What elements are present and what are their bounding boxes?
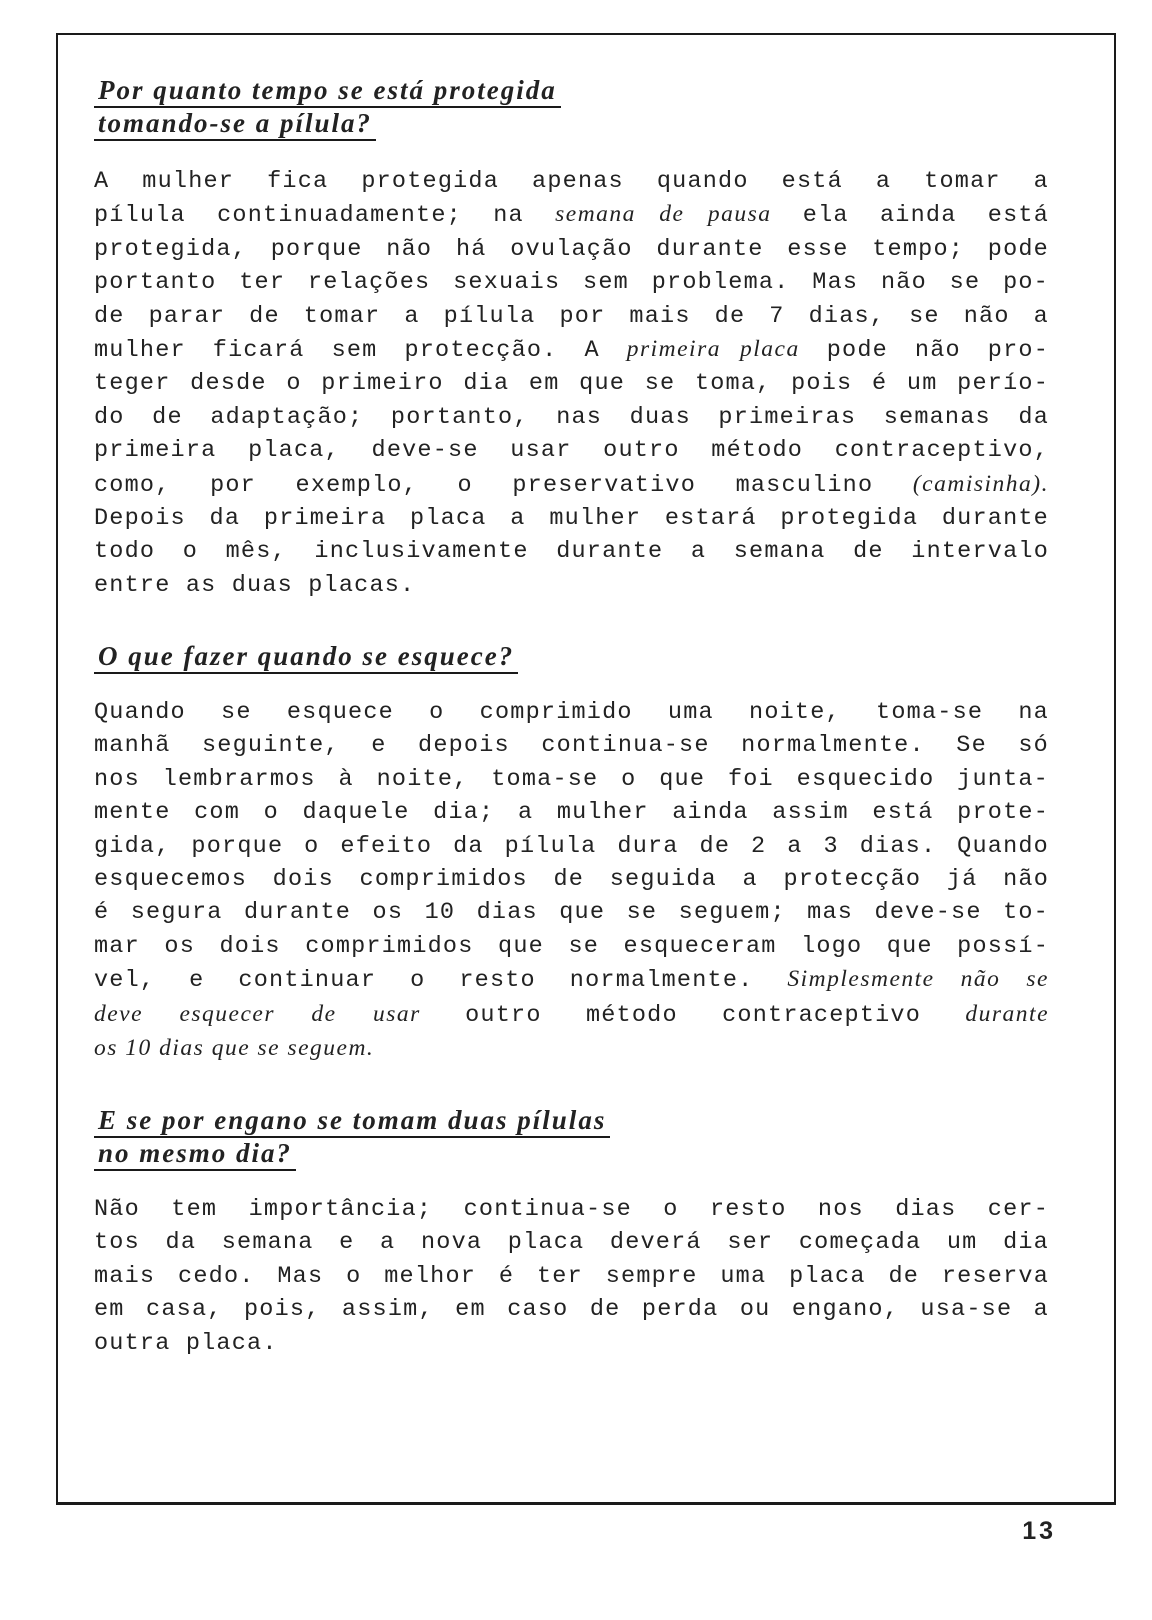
text-line	[94, 333, 1049, 367]
text-run: Não tem importância; continua-se o resto nos dias cer-	[94, 1196, 1049, 1223]
text-run: mente com o daquele dia; a mulher ainda assim está prote-	[94, 799, 1049, 827]
section-paragraph	[94, 1193, 1094, 1360]
text-line	[94, 1032, 1049, 1066]
text-run: nos lembrarmos à noite, toma-se o que foi esquecido junta-	[94, 765, 1049, 793]
text-run: portanto ter relações sexuais sem problema. Mas não se po-	[94, 269, 1049, 297]
text-line	[94, 1260, 1049, 1293]
section-heading	[94, 641, 1094, 674]
text-line	[94, 1327, 1049, 1360]
italic-text-run: durante	[965, 1000, 1049, 1027]
italic-text-run: os 10 dias que se seguem.	[94, 1035, 375, 1062]
heading-line: Por quanto tempo se está protegida	[94, 75, 561, 108]
text-run: mar os dois comprimidos que se esqueceram logo que possí-	[94, 932, 1049, 960]
text-run: manhã seguinte, e depois continua-se normalmente. Se só	[94, 732, 1049, 760]
heading-line: O que fazer quando se esquece?	[94, 641, 518, 674]
section-heading	[94, 1105, 1094, 1171]
text-run: entre as duas placas.	[94, 571, 416, 599]
text-run: esquecemos dois comprimidos de seguida a protecção já não	[94, 866, 1049, 894]
text-line	[94, 165, 1049, 198]
text-line	[94, 963, 1049, 997]
section-paragraph	[94, 696, 1094, 1066]
text-line	[94, 696, 1049, 729]
text-line	[94, 796, 1049, 829]
italic-text-run: semana de pausa	[555, 201, 772, 228]
text-line	[94, 1226, 1049, 1259]
text-line	[94, 998, 1049, 1032]
italic-text-run: Simplesmente não se	[787, 966, 1049, 993]
text-line	[94, 830, 1049, 863]
text-run: tos da semana e a nova placa deverá ser começada um dia	[94, 1229, 1049, 1257]
text-run: gida, porque o efeito da pílula dura de 2 a 3 dias. Quando	[94, 832, 1049, 860]
text-run: outro método contraceptivo	[420, 1001, 966, 1029]
text-line	[94, 569, 1049, 602]
text-run: Depois da primeira placa a mulher estará protegida durante	[94, 505, 1049, 533]
text-line	[94, 300, 1049, 333]
text-run: vel, e continuar o resto normalmente.	[94, 967, 788, 995]
text-run: em casa, pois, assim, em caso de perda ou engano, usa-se a	[94, 1296, 1049, 1324]
text-run: ela ainda está	[771, 202, 1049, 230]
text-run: teger desde o primeiro dia em que se toma, pois é um perío-	[94, 370, 1049, 398]
text-line	[94, 930, 1049, 963]
section-two-pills-same-day	[94, 1105, 1094, 1360]
italic-text-run: primeira placa	[626, 336, 800, 363]
text-run: mulher ficará sem protecção. A	[94, 337, 627, 365]
text-run: mais cedo. Mas o melhor é ter sempre uma placa de reserva	[94, 1262, 1049, 1290]
text-line	[94, 468, 1049, 502]
text-line	[94, 401, 1049, 434]
text-run: pode não pro-	[799, 337, 1049, 365]
text-run: A mulher fica protegida apenas quando está a tomar a	[94, 168, 1049, 195]
text-run: Quando se esquece o comprimido uma noite, toma-se na	[94, 699, 1049, 726]
italic-text-run: (camisinha).	[912, 470, 1049, 497]
text-line	[94, 729, 1049, 762]
text-line	[94, 535, 1049, 568]
text-line	[94, 1193, 1049, 1226]
heading-line: no mesmo dia?	[94, 1138, 296, 1171]
text-run: protegida, porque não há ovulação durante esse tempo; pode	[94, 235, 1049, 263]
text-run: do de adaptação; portanto, nas duas primeiras semanas da	[94, 403, 1049, 431]
text-line	[94, 502, 1049, 535]
text-line	[94, 896, 1049, 929]
text-run: todo o mês, inclusivamente durante a semana de intervalo	[94, 538, 1049, 566]
text-line	[94, 1293, 1049, 1326]
text-run: de parar de tomar a pílula por mais de 7 dias, se não a	[94, 302, 1049, 330]
section-forgot-pill	[94, 641, 1094, 1066]
text-run: como, por exemplo, o preservativo masculino	[94, 471, 913, 499]
section-protection-duration	[94, 75, 1094, 602]
text-line	[94, 367, 1049, 400]
section-paragraph	[94, 165, 1094, 602]
text-run: primeira placa, deve-se usar outro método contraceptivo,	[94, 437, 1049, 465]
italic-text-run: deve esquecer de usar	[94, 1000, 421, 1027]
heading-line: E se por engano se tomam duas pílulas	[94, 1105, 610, 1138]
text-line	[94, 763, 1049, 796]
page-border-frame	[56, 33, 1116, 1505]
heading-line: tomando-se a pílula?	[94, 108, 376, 141]
page-number: 13	[1022, 1517, 1056, 1545]
text-run: pílula continuadamente; na	[94, 202, 556, 230]
text-line	[94, 266, 1049, 299]
text-run: outra placa.	[94, 1329, 278, 1357]
text-line	[94, 233, 1049, 266]
text-line	[94, 434, 1049, 467]
section-heading	[94, 75, 1094, 141]
text-line	[94, 198, 1049, 232]
text-run: é segura durante os 10 dias que se seguem; mas deve-se to-	[94, 899, 1049, 927]
text-line	[94, 863, 1049, 896]
